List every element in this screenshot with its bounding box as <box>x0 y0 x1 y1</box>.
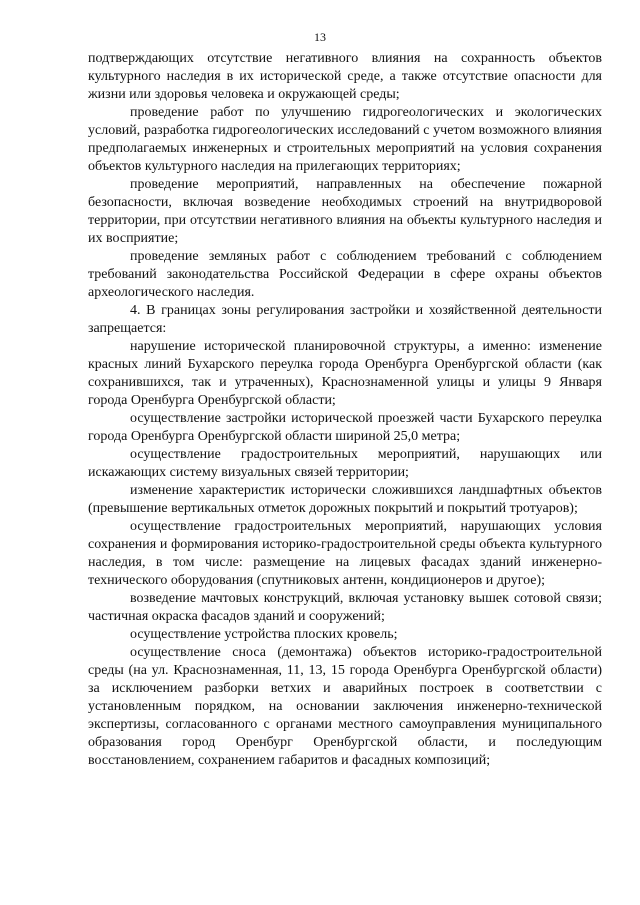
document-body <box>88 50 602 770</box>
paragraph-fire-safety: проведение мероприятий, направленных на обеспечение пожарной безопасности, включая возведение необходимых строений на внутридворовой территории, при отсутствии негативного влияния на объекты культурного наследия и их восприятие; <box>88 177 602 246</box>
paragraph-planning-structure: нарушение исторической планировочной структуры, а именно: изменение красных линий Бухарского переулка города Оренбурга Оренбургской области (как сохранившихся, так и утраченных), Краснознаменной улицы и улицы 9 Января города Оренбурга Оренбургской области; <box>88 339 602 408</box>
paragraph-mast-structures: возведение мачтовых конструкций, включая установку вышек сотовой связи; частичная окраска фасадов зданий и сооружений; <box>88 591 602 624</box>
paragraph-earthworks: проведение земляных работ с соблюдением требований с соблюдением требований законодательства Российской Федерации в сфере охраны объектов археологического наследия. <box>88 249 602 300</box>
paragraph-continuation: подтверждающих отсутствие негативного влияния на сохранность объектов культурного наследия в их исторической среде, а также отсутствие опасности для жизни или здоровья человека и окружающей среды; <box>88 51 602 102</box>
paragraph-historic-environment: осуществление градостроительных мероприятий, нарушающих условия сохранения и формирования историко-градостроительной среды объекта культурного наследия, в том числе: размещение на лицевых фасадах зданий инженерно-технического оборудования (спутниковых антенн, кондиционеров и другое); <box>88 519 602 588</box>
paragraph-hydrogeological-works: проведение работ по улучшению гидрогеологических и экологических условий, разработка гидрогеологических исследований с учетом возможного влияния предполагаемых инженерных и строительных мероприятий на условия сохранения объектов культурного наследия на прилегающих территориях; <box>88 105 602 174</box>
paragraph-flat-roofs: осуществление устройства плоских кровель; <box>130 627 398 642</box>
paragraph-demolition: осуществление сноса (демонтажа) объектов историко-градостроительной среды (на ул. Краснознаменная, 11, 13, 15 города Оренбурга Оренбургской области) за исключением разборки ветхих и аварийных построек в соответствии с установленным порядком, на основании заключения инженерно-технической экспертизы, согласованного с органами местного самоуправления муниципального образования город Оренбург Оренбургской области, и последующим восстановлением, сохранением габаритов и фасадных композиций; <box>88 645 602 768</box>
paragraph-landscape-objects: изменение характеристик исторически сложившихся ландшафтных объектов (превышение вертикальных отметок дорожных покрытий и покрытий тротуаров); <box>88 483 602 516</box>
page-number: 13 <box>314 30 326 44</box>
paragraph-visual-links: осуществление градостроительных мероприятий, нарушающих или искажающих систему визуальных связей территории; <box>88 447 602 480</box>
section-4-heading: 4. В границах зоны регулирования застройки и хозяйственной деятельности запрещается: <box>88 303 602 336</box>
paragraph-roadway-development: осуществление застройки исторической проезжей части Бухарского переулка города Оренбурга Оренбургской области шириной 25,0 метра; <box>88 411 602 444</box>
